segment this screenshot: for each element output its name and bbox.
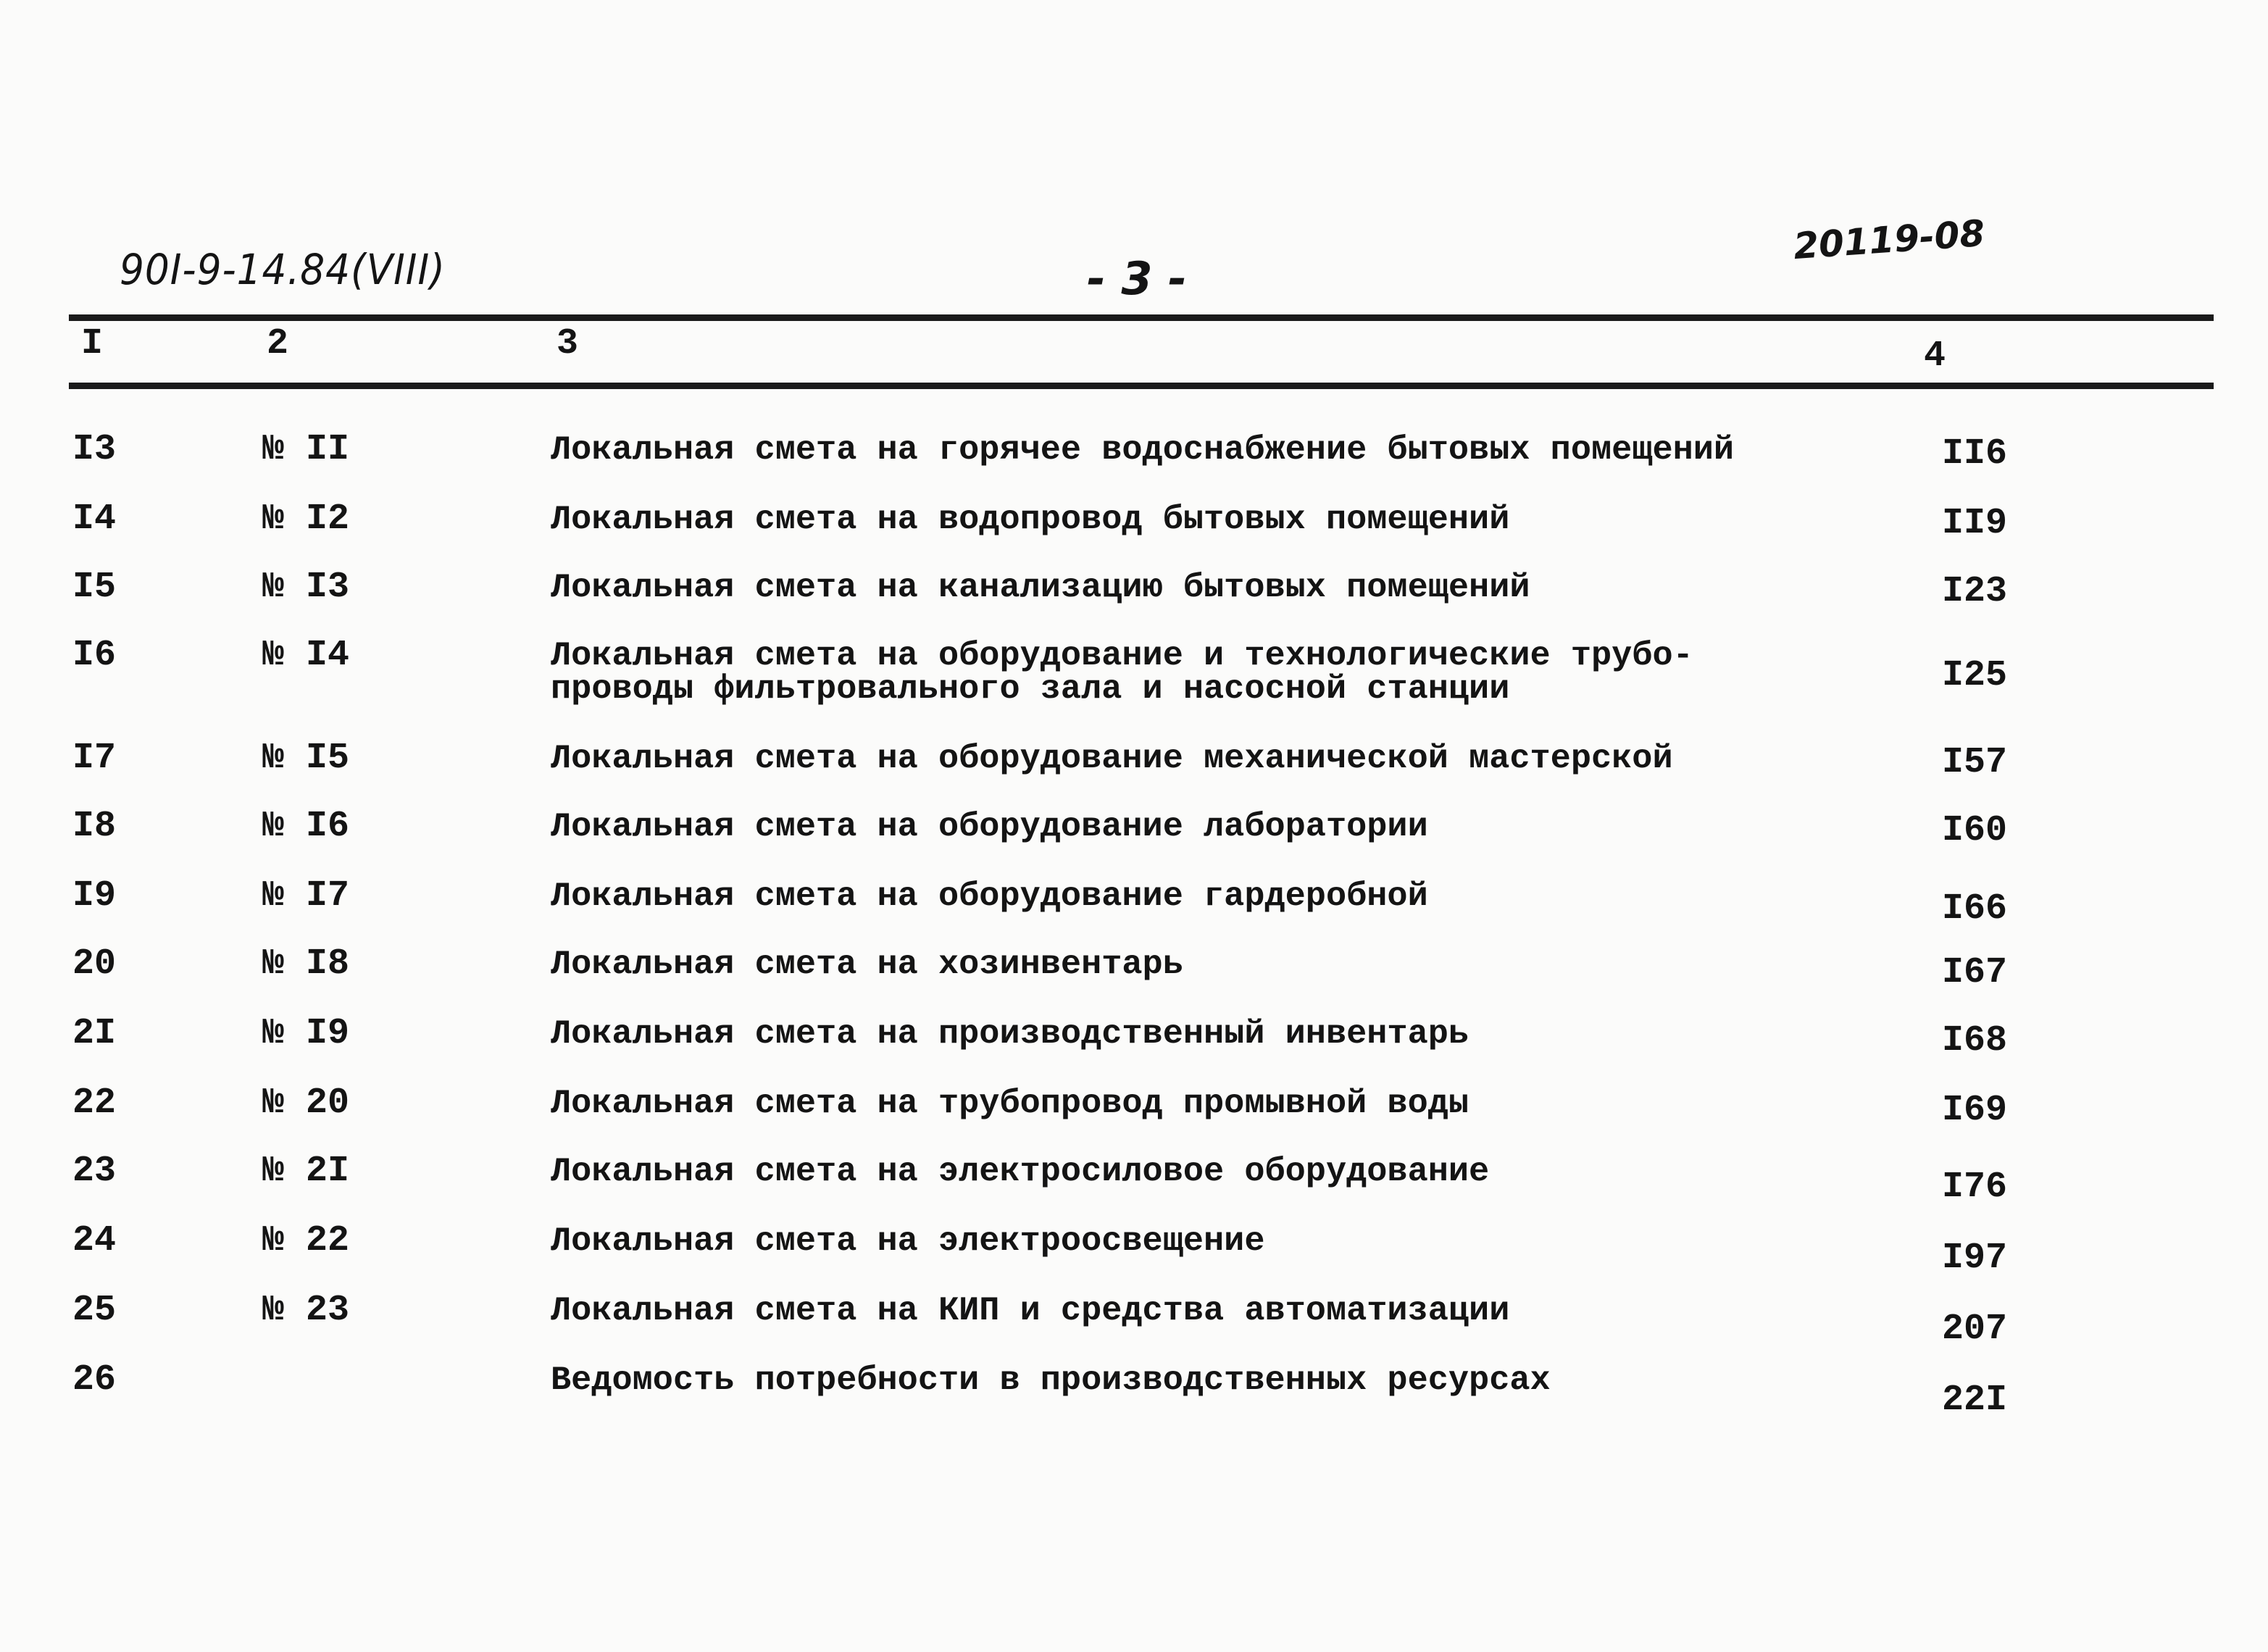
row-number: 23: [72, 1151, 117, 1192]
estimate-number: № I7: [262, 875, 350, 917]
estimate-number: № I3: [262, 567, 350, 608]
row-description: Локальная смета на оборудование гардеробной: [551, 877, 1428, 915]
table-row: [0, 1082, 2268, 1148]
document-code: 90I-9-14.84(VIII): [120, 245, 446, 294]
table-row: [0, 1220, 2268, 1285]
row-number: I5: [72, 567, 117, 608]
page-reference: 22I: [1942, 1380, 2008, 1421]
row-description: Ведомость потребности в производственных ресурсах: [551, 1361, 1551, 1399]
table-row: [0, 738, 2268, 803]
page-reference: I25: [1942, 655, 2008, 696]
page-reference: I66: [1942, 888, 2008, 930]
row-description: Локальная смета на электросиловое оборудование: [551, 1153, 1490, 1190]
archive-number: 20119-08: [1792, 212, 1986, 268]
row-number: 26: [72, 1359, 117, 1401]
table-row: [0, 806, 2268, 871]
page-number: - 3 -: [1087, 252, 1187, 305]
column-header-3: 3: [556, 323, 579, 364]
estimate-number: № I6: [262, 806, 350, 847]
row-number: 22: [72, 1082, 117, 1124]
estimate-number: № I5: [262, 738, 350, 779]
estimate-number: № 20: [262, 1082, 350, 1124]
row-description: Локальная смета на КИП и средства автоматизации: [551, 1292, 1510, 1330]
table-row: [0, 498, 2268, 564]
row-description: Локальная смета на электроосвещение: [551, 1222, 1265, 1260]
page-reference: II9: [1942, 503, 2008, 544]
row-description: Локальная смета на оборудование лаборатории: [551, 808, 1428, 846]
table-row: [0, 1359, 2268, 1424]
page-reference: I67: [1942, 952, 2008, 993]
row-number: I3: [72, 429, 117, 470]
page-reference: I57: [1942, 742, 2008, 783]
row-description: Локальная смета на производственный инвентарь: [551, 1015, 1469, 1053]
row-description: Локальная смета на горячее водоснабжение бытовых помещений: [551, 431, 1735, 469]
page-reference: 207: [1942, 1309, 2008, 1350]
estimate-number: № 22: [262, 1220, 350, 1261]
row-number: 20: [72, 943, 117, 985]
row-number: 24: [72, 1220, 117, 1261]
row-number: 25: [72, 1290, 117, 1331]
page-reference: II6: [1942, 433, 2008, 475]
table-row: [0, 1013, 2268, 1078]
row-number: I6: [72, 635, 117, 676]
page-reference: I68: [1942, 1020, 2008, 1061]
table-row: [0, 567, 2268, 632]
estimate-number: № 2I: [262, 1151, 350, 1192]
page-reference: I97: [1942, 1238, 2008, 1279]
column-header-2: 2: [267, 323, 289, 364]
table-row: [0, 1290, 2268, 1355]
estimate-number: № I2: [262, 498, 350, 540]
row-number: I7: [72, 738, 117, 779]
page-reference: I23: [1942, 571, 2008, 612]
row-number: I8: [72, 806, 117, 847]
page-reference: I69: [1942, 1090, 2008, 1131]
row-description: Локальная смета на водопровод бытовых помещений: [551, 501, 1510, 538]
table-row: [0, 429, 2268, 494]
estimate-number: № II: [262, 429, 350, 470]
column-header-1: I: [81, 323, 104, 364]
row-number: I9: [72, 875, 117, 917]
row-number: 2I: [72, 1013, 117, 1054]
row-description: Локальная смета на хозинвентарь: [551, 946, 1183, 983]
row-description: Локальная смета на оборудование механической мастерской: [551, 740, 1673, 777]
row-description: Локальная смета на канализацию бытовых помещений: [551, 569, 1530, 606]
row-number: I4: [72, 498, 117, 540]
table-row: [0, 635, 2268, 708]
table-row: [0, 875, 2268, 940]
row-description: Локальная смета на трубопровод промывной воды: [551, 1085, 1469, 1122]
estimate-number: № I4: [262, 635, 350, 676]
estimate-number: № I8: [262, 943, 350, 985]
table-row: [0, 943, 2268, 1009]
estimate-number: № I9: [262, 1013, 350, 1054]
page-reference: I60: [1942, 810, 2008, 851]
page-reference: I76: [1942, 1167, 2008, 1208]
table-row: [0, 1151, 2268, 1216]
estimate-number: № 23: [262, 1290, 350, 1331]
row-description: Локальная смета на оборудование и технологические трубо- проводы фильтровального зала и насосной станции: [551, 637, 1693, 708]
column-header-4: 4: [1924, 335, 1946, 377]
